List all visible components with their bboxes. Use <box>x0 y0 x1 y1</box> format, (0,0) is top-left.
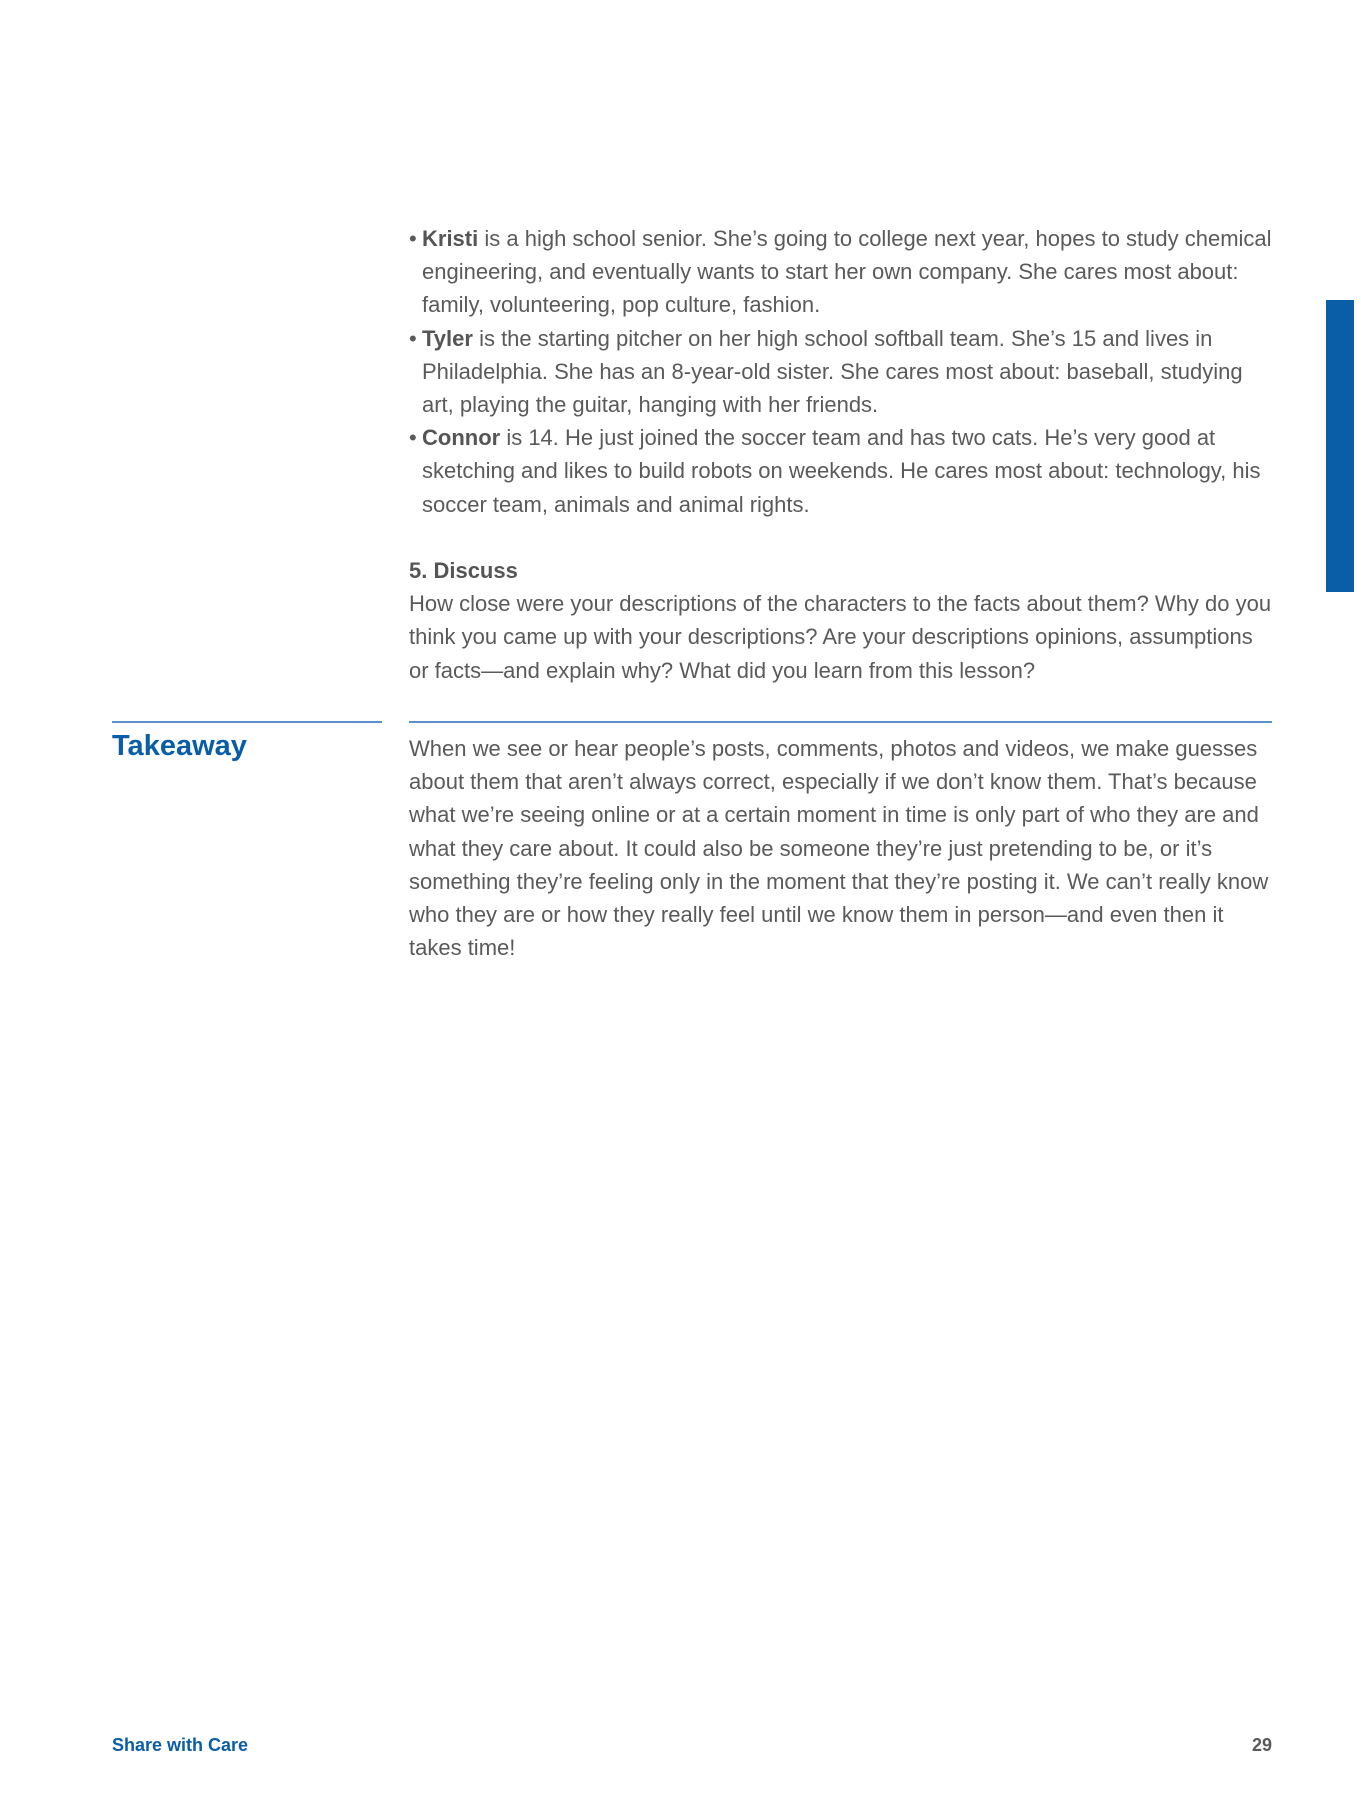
discuss-heading: 5. Discuss <box>409 558 518 583</box>
bullet-icon: • <box>409 425 417 451</box>
profile-description: is 14. He just joined the soccer team and has two cats. He’s very good at sketching and likes to build robots on weekends. He cares most about: technology, his soccer team, animals and animal rights. <box>422 425 1261 517</box>
profile-description: is the starting pitcher on her high school softball team. She’s 15 and lives in Philadelphia. She has an 8-year-old sister. She cares most about: baseball, studying art, playing the guitar, hanging with her friends. <box>422 325 1243 418</box>
discuss-section <box>409 554 1272 687</box>
profile-name: Kristi <box>422 226 479 251</box>
character-profile-list <box>409 222 1272 521</box>
profile-name: Connor <box>422 425 501 451</box>
profile-name: Tyler <box>422 325 473 351</box>
takeaway-title: Takeaway <box>112 730 247 762</box>
bullet-icon: • <box>409 226 417 251</box>
footer-document-title: Share with Care <box>112 1735 249 1755</box>
profile-item <box>409 222 1272 322</box>
discuss-body: How close were your descriptions of the characters to the facts about them? Why do you think you came up with your descriptions? Are your descriptions opinions, assumptions or facts—and explain why? What did you learn from this lesson? <box>409 591 1272 683</box>
takeaway-divider-right <box>409 721 1272 723</box>
section-color-tab <box>1326 300 1354 592</box>
profile-item <box>409 421 1272 521</box>
takeaway-body: When we see or hear people’s posts, comments, photos and videos, we make guesses about them that aren’t always correct, especially if we don’t know them. That’s because what we’re seeing online or at a certain moment in time is only part of who they are and what they care about. It could also be someone they’re just pretending to be, or it’s something they’re feeling only in the moment that they’re posting it. We can’t really know who they are or how they really feel until we know them in person—and even then it takes time! <box>409 736 1269 961</box>
takeaway-divider-left <box>112 721 382 723</box>
profile-item <box>409 322 1272 422</box>
page-number: 29 <box>1251 1735 1272 1755</box>
bullet-icon: • <box>409 325 417 351</box>
profile-description: is a high school senior. She’s going to college next year, hopes to study chemical engineering, and eventually wants to start her own company. She cares most about: family, volunteering, pop culture, fashion. <box>422 226 1272 318</box>
